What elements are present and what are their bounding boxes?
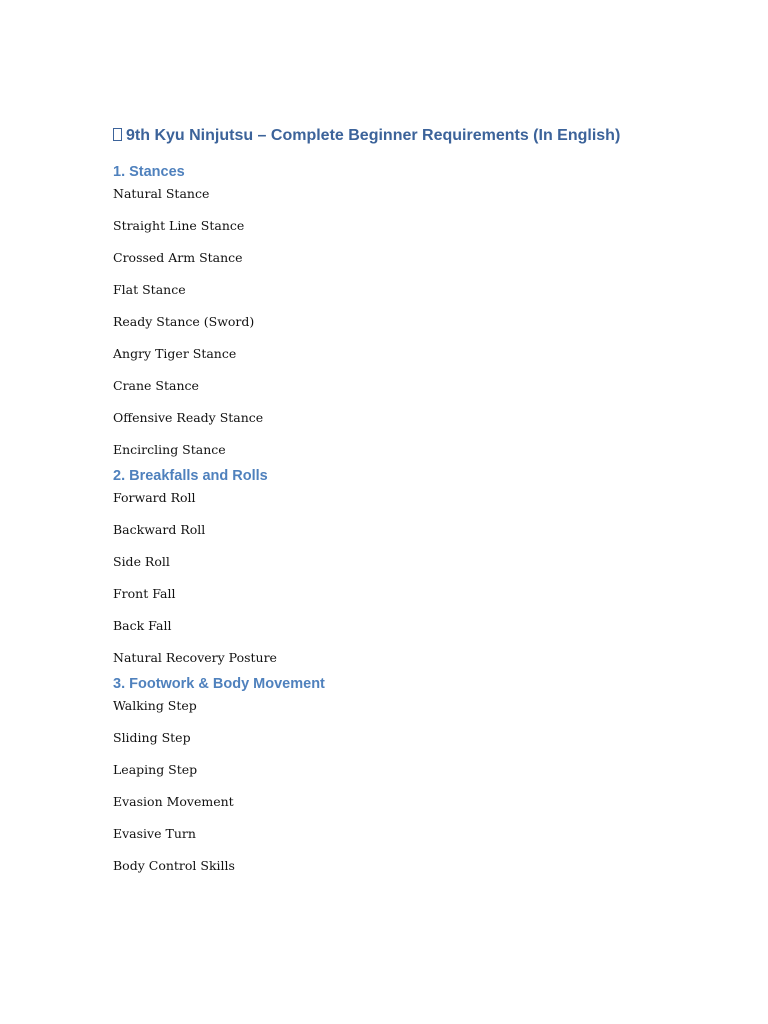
list-item: Sliding Step (113, 730, 191, 745)
list-item: Natural Recovery Posture (113, 650, 277, 665)
document-page (113, 124, 713, 880)
list-item: Encircling Stance (113, 442, 226, 457)
list-item: Crane Stance (113, 378, 199, 393)
list-item: Natural Stance (113, 186, 210, 201)
list-item: Walking Step (113, 698, 197, 713)
list-item: Straight Line Stance (113, 218, 245, 233)
list-item: Backward Roll (113, 522, 206, 537)
section-heading-footwork: 3. Footwork & Body Movement (113, 676, 325, 692)
list-item: Flat Stance (113, 282, 186, 297)
list-item: Side Roll (113, 554, 170, 569)
section-heading-stances: 1. Stances (113, 164, 185, 180)
list-item: Evasive Turn (113, 826, 196, 841)
list-item: Ready Stance (Sword) (113, 314, 255, 329)
list-item: Back Fall (113, 618, 172, 633)
missing-glyph-icon (113, 128, 122, 141)
list-item: Leaping Step (113, 762, 198, 777)
list-item: Offensive Ready Stance (113, 410, 264, 425)
list-item: Evasion Movement (113, 794, 234, 809)
list-item: Forward Roll (113, 490, 196, 505)
document-title (113, 124, 713, 148)
section-heading-breakfalls: 2. Breakfalls and Rolls (113, 468, 268, 484)
list-item: Angry Tiger Stance (113, 346, 237, 361)
list-item: Crossed Arm Stance (113, 250, 243, 265)
list-item: Body Control Skills (113, 858, 235, 873)
document-title-text: 9th Kyu Ninjutsu – Complete Beginner Requirements (In English) (126, 127, 621, 144)
list-item: Front Fall (113, 586, 176, 601)
